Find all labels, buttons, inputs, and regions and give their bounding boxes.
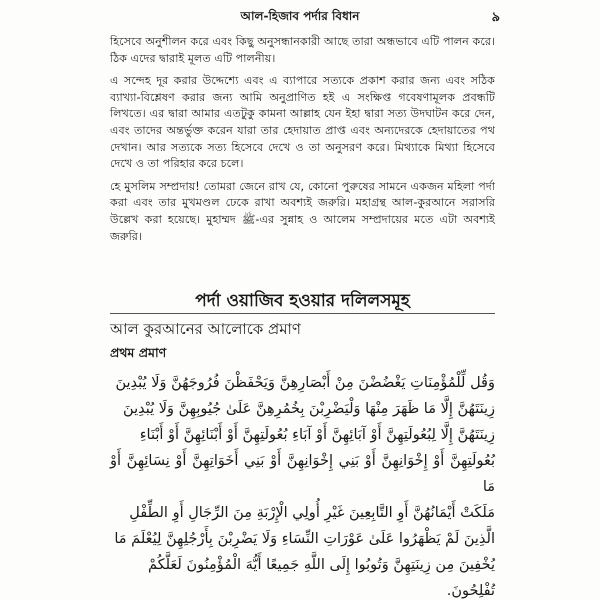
- arabic-line: وَقُل لِّلْمُؤْمِنَاتِ يَغْضُضْنَ مِنْ أَبْصَارِهِنَّ وَيَحْفَظْنَ فُرُوجَهُنَّ وَلَا يُبْدِينَ: [115, 375, 495, 391]
- arabic-verse: [110, 370, 495, 604]
- running-head: আল-হিজাব পর্দার বিধান: [240, 9, 360, 23]
- arabic-line: زِينَتَهُنَّ إِلَّا لِبُعُولَتِهِنَّ أَوْ آبَائِهِنَّ أَوْ آبَاءِ بُعُولَتِهِنَّ أَوْ أَبْنَائِهِنَّ أَوْ أَبْنَاءِ: [139, 427, 495, 443]
- arabic-line: الَّذِينَ لَمْ يَظْهَرُوا عَلَىٰ عَوْرَاتِ النِّسَاءِ وَلَا يَضْرِبْنَ بِأَرْجُلِهِنَّ لِيُعْلَمَ مَا: [114, 531, 495, 547]
- arabic-line: بُعُولَتِهِنَّ أَوْ إِخْوَانِهِنَّ أَوْ بَنِي إِخْوَانِهِنَّ أَوْ بَنِي أَخَوَاتِهِنَّ أَوْ نِسَائِهِنَّ أَوْ مَا: [110, 453, 495, 495]
- page-number: ৯: [491, 10, 500, 25]
- arabic-line: يُخْفِينَ مِن زِينَتِهِنَّ وَتُوبُوا إِلَى اللَّهِ جَمِيعًا أَيُّهَ الْمُؤْمِنُونَ لَعَلَّكُمْ: [147, 557, 495, 573]
- arabic-line: تُفْلِحُونَ.: [446, 583, 495, 599]
- paragraph: হে মুসলিম সম্প্রদায়! তোমরা জেনে রাখ যে, কোনো পুরুষের সামনে একজন মহিলা পর্দা করা এবং তার মুখমণ্ডল ঢেকে রাখা অবশ্যই জরুরি। মহাগ্রন্থ আল-কুরআনে সরাসরি উল্লেখ করা হয়েছে। মুহাম্মদ ﷺ-এর সুন্নাহ ও আলেম সম্প্রদায়ের মতে এটা অবশ্যই জরুরি।: [110, 179, 495, 243]
- body-text: [110, 34, 495, 255]
- arabic-line: زِينَتَهُنَّ إِلَّا مَا ظَهَرَ مِنْهَا وَلْيَضْرِبْنَ بِخُمُرِهِنَّ عَلَىٰ جُيُوبِهِنَّ وَلَا يُبْدِينَ: [123, 401, 495, 417]
- divider: [110, 313, 495, 314]
- section-heading: পর্দা ওয়াজিব হওয়ার দলিলসমূহ: [195, 291, 410, 311]
- proof-heading: প্রথম প্রমাণ: [110, 345, 167, 360]
- paragraph: হিসেবে অনুশীলন করে এবং কিছু অনুসন্ধানকারী আছে তারা অন্ধভাবে এটি পালন করে। ঠিক এদের দ্বারাই মূলত এটি পালনীয়।: [110, 35, 495, 65]
- paragraph: এ সন্দেহ দূর করার উদ্দেশ্যে এবং এ ব্যাপারে সত্যকে প্রকাশ করার জন্য এবং সঠিক ব্যাখ্যা-বিশ্লেষণ করার জন্য আমি অনুপ্রাণিত হই এ সংক্ষিপ্ত গবেষণামূলক প্রবন্ধটি লিখতে। এর দ্বারা আমার এতটুকু কামনা আল্লাহ যেন ইহা দ্বারা সত্য উদঘাটন করে দেন, এবং তাদের অন্তর্ভুক্ত করেন যারা তার হেদায়াত প্রাপ্ত এবং অন্যদেরকে হেদায়াতের পথ দেখান। আর সত্যকে সত্য হিসেবে দেখে ও তা অনুসরণ করে। মিথ্যাকে মিথ্যা হিসেবে দেখে ও তা পরিহার করে চলে।: [110, 74, 495, 171]
- arabic-line: مَلَكَتْ أَيْمَانُهُنَّ أَوِ التَّابِعِينَ غَيْرِ أُولِي الْإِرْبَةِ مِنَ الرِّجَالِ أَوِ الطِّفْلِ: [129, 505, 495, 521]
- sub-heading: আল কুরআনের আলোকে প্রমাণ: [110, 320, 301, 338]
